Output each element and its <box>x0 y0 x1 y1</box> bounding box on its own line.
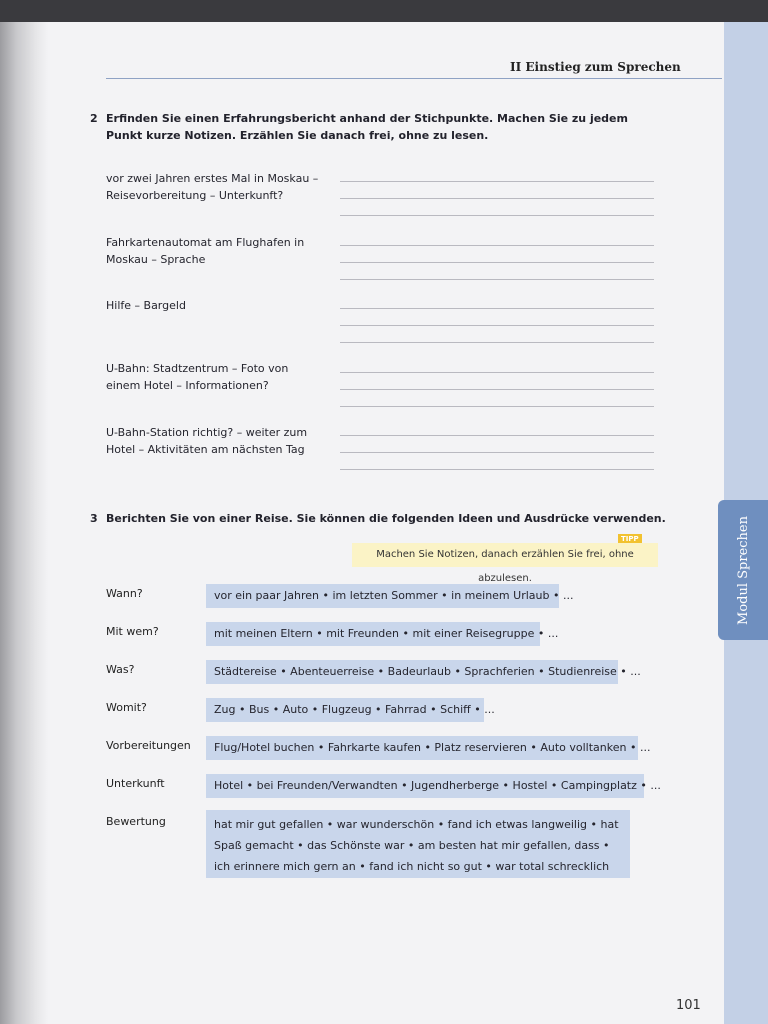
note-line[interactable] <box>340 279 654 280</box>
tipp-badge: TIPP <box>618 534 642 544</box>
row-label-womit: Womit? <box>106 701 147 714</box>
prompt-2: Fahrkartenautomat am Flughafen in Moskau – Sprache <box>106 236 305 266</box>
row-label-was: Was? <box>106 663 135 676</box>
note-line[interactable] <box>340 435 654 436</box>
task-2-number: 2 <box>90 112 98 125</box>
note-line[interactable] <box>340 342 654 343</box>
task-3-number: 3 <box>90 512 98 525</box>
phrase-box-wann: vor ein paar Jahren • im letzten Sommer • in meinem Urlaub • ... <box>206 584 559 608</box>
row-label-vorbereitungen: Vorbereitungen <box>106 739 191 752</box>
note-line[interactable] <box>340 469 654 470</box>
book-spine-shadow <box>0 22 48 1024</box>
page-header-title: II Einstieg zum Sprechen <box>510 60 681 74</box>
prompt-1: vor zwei Jahren erstes Mal in Moskau – Reisevorbereitung – Unterkunft? <box>106 172 319 202</box>
note-line[interactable] <box>340 215 654 216</box>
phrase-box-womit: Zug • Bus • Auto • Flugzeug • Fahrrad • Schiff • ... <box>206 698 484 722</box>
header-divider <box>106 78 722 79</box>
row-label-unterkunft: Unterkunft <box>106 777 165 790</box>
task-2-instruction <box>90 110 646 144</box>
row-label-mit-wem: Mit wem? <box>106 625 159 638</box>
task-2-text: Erfinden Sie einen Erfahrungsbericht anhand der Stichpunkte. Machen Sie zu jedem Punkt kurze Notizen. Erzählen Sie danach frei, ohne zu lesen. <box>106 112 628 142</box>
phrase-box-was: Städtereise • Abenteuerreise • Badeurlaub • Sprachferien • Studienreise • ... <box>206 660 618 684</box>
prompt-4: U-Bahn: Stadtzentrum – Foto von einem Hotel – Informationen? <box>106 362 289 392</box>
task-3-text: Berichten Sie von einer Reise. Sie können die folgenden Ideen und Ausdrücke verwenden. <box>106 512 666 525</box>
prompt-5: U-Bahn-Station richtig? – weiter zum Hotel – Aktivitäten am nächsten Tag <box>106 426 308 456</box>
scan-top-edge <box>0 0 768 22</box>
section-tab <box>718 500 768 640</box>
prompt-3: Hilfe – Bargeld <box>106 299 186 312</box>
task-3-instruction <box>90 510 666 527</box>
note-line[interactable] <box>340 245 654 246</box>
page-number: 101 <box>676 998 701 1013</box>
note-line[interactable] <box>340 198 654 199</box>
note-line[interactable] <box>340 181 654 182</box>
note-line[interactable] <box>340 372 654 373</box>
note-line[interactable] <box>340 308 654 309</box>
section-tab-label: Modul Sprechen <box>735 515 751 625</box>
row-label-wann: Wann? <box>106 587 143 600</box>
tipp-text: Machen Sie Notizen, danach erzählen Sie frei, ohne abzulesen. <box>352 543 658 567</box>
note-line[interactable] <box>340 325 654 326</box>
note-line[interactable] <box>340 452 654 453</box>
phrase-box-mit-wem: mit meinen Eltern • mit Freunden • mit einer Reisegruppe • ... <box>206 622 540 646</box>
phrase-box-unterkunft: Hotel • bei Freunden/Verwandten • Jugendherberge • Hostel • Campingplatz • ... <box>206 774 644 798</box>
note-line[interactable] <box>340 262 654 263</box>
row-label-bewertung: Bewertung <box>106 815 166 828</box>
phrase-box-bewertung: hat mir gut gefallen • war wunderschön • fand ich etwas langweilig • hat Spaß gemacht • das Schönste war • am besten hat mir gefallen, dass • ich erinnere mich gern an • fand ich nicht so gut • war total schrecklich <box>206 810 630 878</box>
note-line[interactable] <box>340 406 654 407</box>
note-line[interactable] <box>340 389 654 390</box>
phrase-box-vorbereitungen: Flug/Hotel buchen • Fahrkarte kaufen • Platz reservieren • Auto volltanken • ... <box>206 736 638 760</box>
